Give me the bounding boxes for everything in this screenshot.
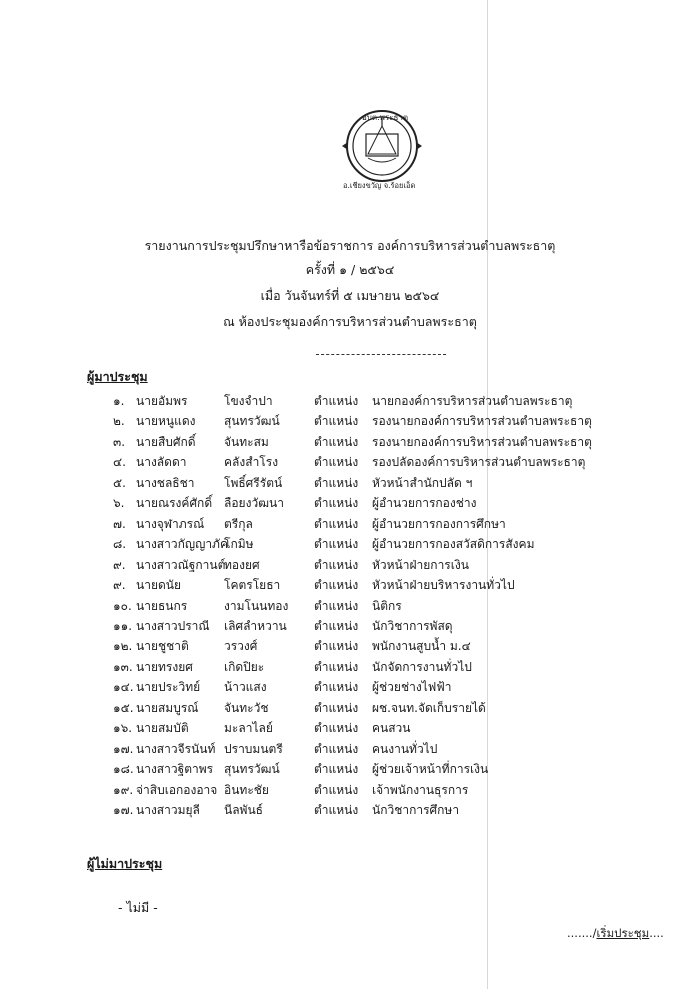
attendee-name: นายชูชาติ bbox=[136, 639, 189, 654]
attendee-row bbox=[0, 617, 700, 637]
position-label: ตำแหน่ง bbox=[314, 578, 359, 593]
attendee-name: นางลัดดา bbox=[136, 455, 187, 470]
attendee-name: นางสาวฐิตาพร bbox=[136, 762, 214, 777]
attendee-surname: โพธิ์ศรีรัตน์ bbox=[224, 475, 283, 490]
meeting-date: เมื่อ วันจันทร์ที่ ๕ เมษายน ๒๕๖๔ bbox=[260, 288, 440, 303]
position-label: ตำแหน่ง bbox=[314, 639, 359, 654]
attendee-number: ๑๗. bbox=[113, 803, 134, 817]
attendee-position: คนงานทั่วไป bbox=[372, 741, 438, 756]
attendee-number: ๒. bbox=[113, 414, 125, 429]
position-label: ตำแหน่ง bbox=[314, 496, 359, 511]
position-label: ตำแหน่ง bbox=[314, 659, 359, 674]
attendee-number: ๑๙. bbox=[113, 782, 134, 797]
attendee-surname: เกิดปิยะ bbox=[224, 659, 265, 674]
position-label: ตำแหน่ง bbox=[314, 394, 359, 408]
attendee-number: ๓. bbox=[113, 434, 126, 449]
attendee-number: ๔. bbox=[113, 455, 126, 470]
attendee-number: ๑. bbox=[113, 394, 125, 408]
attendee-number: ๑๖. bbox=[113, 721, 133, 736]
attendee-position: คนสวน bbox=[372, 721, 411, 736]
seal-bottom-text: อ.เชียงขวัญ จ.ร้อยเอ็ด bbox=[343, 181, 416, 190]
attendee-name: นายหนูแดง bbox=[136, 414, 196, 429]
footer-suffix: .... bbox=[649, 926, 664, 940]
attendee-number: ๑๓. bbox=[113, 659, 133, 674]
attendee-surname: จันทะสม bbox=[224, 434, 269, 449]
attendee-surname: ปราบมนตรี bbox=[224, 741, 283, 756]
attendees-heading: ผู้มาประชุม bbox=[87, 369, 148, 384]
attendee-number: ๑๕. bbox=[113, 700, 134, 715]
attendee-position: ผู้ช่วยเจ้าหน้าที่การเงิน bbox=[372, 762, 489, 777]
attendee-surname: เลิศลำหวาน bbox=[224, 618, 287, 633]
attendee-number: ๘. bbox=[113, 537, 127, 552]
attendee-row bbox=[0, 637, 700, 657]
attendee-number: ๑๐. bbox=[113, 598, 132, 613]
attendee-name: นางสาวปราณี bbox=[136, 618, 210, 633]
attendee-number: ๗. bbox=[113, 516, 126, 531]
attendee-row bbox=[0, 535, 700, 555]
attendee-surname: วรวงศ์ bbox=[224, 639, 258, 654]
attendee-row bbox=[0, 515, 700, 535]
attendee-name: นางสาวณัฐกานต์ bbox=[136, 557, 226, 572]
position-label: ตำแหน่ง bbox=[314, 700, 359, 715]
attendee-row bbox=[0, 760, 700, 780]
attendee-name: นายสมบัติ bbox=[136, 721, 189, 736]
position-label: ตำแหน่ง bbox=[314, 680, 359, 695]
attendee-surname: โขงจำปา bbox=[224, 394, 273, 408]
attendee-surname: มะลาไลย์ bbox=[224, 721, 273, 736]
attendee-name: นายณรงค์ศักดิ์ bbox=[136, 496, 213, 511]
position-label: ตำแหน่ง bbox=[314, 598, 359, 613]
attendee-name: นายดนัย bbox=[136, 578, 181, 593]
attendee-surname: งามโนนทอง bbox=[224, 598, 289, 613]
footer-continuation bbox=[567, 925, 664, 943]
attendee-position: รองนายกองค์การบริหารส่วนตำบลพระธาตุ bbox=[372, 414, 592, 429]
position-label: ตำแหน่ง bbox=[314, 516, 359, 531]
attendee-position: นิติกร bbox=[372, 598, 402, 613]
position-label: ตำแหน่ง bbox=[314, 741, 359, 756]
attendee-name: นายประวิทย์ bbox=[136, 680, 201, 695]
attendee-name: นางสาวจีรนันท์ bbox=[136, 741, 216, 756]
meeting-venue: ณ ห้องประชุมองค์การบริหารส่วนตำบลพระธาตุ bbox=[223, 314, 477, 329]
meeting-number: ครั้งที่ ๑ / ๒๕๖๔ bbox=[305, 262, 395, 277]
seal-top-text: อบต.พระธาตุ bbox=[362, 113, 409, 122]
attendee-number: ๑๒. bbox=[113, 639, 133, 654]
attendee-name: นางสาวกัญญาภัค bbox=[136, 537, 228, 552]
attendee-position: ผู้อำนวยการกองช่าง bbox=[372, 496, 477, 511]
attendee-name: นายทรงยศ bbox=[136, 659, 193, 674]
attendee-name: นางชลธิชา bbox=[136, 475, 195, 490]
attendee-position: นายกองค์การบริหารส่วนตำบลพระธาตุ bbox=[372, 394, 573, 408]
attendee-position: นักวิชาการศึกษา bbox=[372, 803, 460, 817]
attendee-surname: โคตรโยธา bbox=[224, 578, 281, 593]
attendee-row bbox=[0, 658, 700, 678]
attendee-position: พนักงานสูบน้ำ ม.๔ bbox=[372, 639, 471, 654]
attendee-row bbox=[0, 801, 700, 821]
attendee-row bbox=[0, 678, 700, 698]
position-label: ตำแหน่ง bbox=[314, 557, 359, 572]
attendee-number: ๙. bbox=[113, 578, 126, 593]
position-label: ตำแหน่ง bbox=[314, 434, 359, 449]
attendee-position: นักจัดการงานทั่วไป bbox=[372, 659, 472, 674]
attendee-row bbox=[0, 781, 700, 801]
position-label: ตำแหน่ง bbox=[314, 414, 359, 429]
attendee-surname: คลังสำโรง bbox=[224, 455, 279, 470]
attendee-row bbox=[0, 494, 700, 514]
attendee-position: หัวหน้าฝ่ายการเงิน bbox=[372, 557, 469, 572]
absent-none: - ไม่มี - bbox=[118, 900, 158, 915]
attendee-surname: ทองยศ bbox=[224, 557, 260, 572]
attendee-position: ผู้ช่วยช่างไฟฟ้า bbox=[372, 680, 452, 695]
attendee-number: ๑๘. bbox=[113, 762, 134, 777]
position-label: ตำแหน่ง bbox=[314, 803, 359, 817]
attendee-name: นางจุฬาภรณ์ bbox=[136, 516, 205, 531]
attendee-number: ๖. bbox=[113, 496, 125, 511]
attendee-position: เจ้าพนักงานธุรการ bbox=[372, 782, 469, 797]
attendee-surname: สุนทรวัฒน์ bbox=[224, 414, 280, 429]
attendee-number: ๕. bbox=[113, 475, 126, 490]
attendee-row bbox=[0, 719, 700, 739]
attendee-row bbox=[0, 412, 700, 432]
position-label: ตำแหน่ง bbox=[314, 618, 359, 633]
attendee-number: ๑๑. bbox=[113, 618, 133, 633]
attendee-surname: จันทะวัช bbox=[224, 700, 269, 715]
attendee-name: นายสืบศักดิ์ bbox=[136, 434, 196, 449]
attendee-surname: นีลพันธ์ bbox=[224, 803, 263, 817]
attendee-position: ผช.จนท.จัดเก็บรายได้ bbox=[372, 700, 486, 715]
attendee-surname: ตรีกุล bbox=[224, 516, 253, 531]
attendee-surname: โกมิษ bbox=[224, 537, 254, 552]
attendee-number: ๙. bbox=[113, 557, 126, 572]
attendee-position: หัวหน้าสำนักปลัด ฯ bbox=[372, 475, 473, 490]
attendee-position: รองปลัดองค์การบริหารส่วนตำบลพระธาตุ bbox=[372, 455, 586, 470]
attendee-row bbox=[0, 392, 700, 412]
attendee-row bbox=[0, 556, 700, 576]
position-label: ตำแหน่ง bbox=[314, 537, 359, 552]
attendee-position: ผู้อำนวยการกองการศึกษา bbox=[372, 516, 506, 531]
footer-prefix: ......./ bbox=[567, 926, 597, 940]
attendee-number: ๑๔. bbox=[113, 680, 134, 695]
position-label: ตำแหน่ง bbox=[314, 475, 359, 490]
attendee-name: จ่าสิบเอกองอาจ bbox=[136, 782, 218, 797]
attendee-name: นางสาวมยุลี bbox=[136, 803, 200, 817]
attendee-row bbox=[0, 474, 700, 494]
attendee-row bbox=[0, 453, 700, 473]
attendee-row bbox=[0, 740, 700, 760]
attendee-name: นายธนกร bbox=[136, 598, 188, 613]
attendee-surname: ลือยงวัฒนา bbox=[224, 496, 284, 511]
position-label: ตำแหน่ง bbox=[314, 455, 359, 470]
attendee-position: รองนายกองค์การบริหารส่วนตำบลพระธาตุ bbox=[372, 434, 592, 449]
attendee-row bbox=[0, 433, 700, 453]
attendee-position: หัวหน้าฝ่ายบริหารงานทั่วไป bbox=[372, 578, 515, 593]
report-title: รายงานการประชุมปรึกษาหารือข้อราชการ องค์การบริหารส่วนตำบลพระธาตุ bbox=[144, 238, 556, 253]
position-label: ตำแหน่ง bbox=[314, 762, 359, 777]
position-label: ตำแหน่ง bbox=[314, 782, 359, 797]
footer-next-section: เริ่มประชุม bbox=[596, 926, 650, 940]
attendee-position: ผู้อำนวยการกองสวัสดิการสังคม bbox=[372, 537, 535, 552]
attendee-row bbox=[0, 576, 700, 596]
attendee-position: นักวิชาการพัสดุ bbox=[372, 618, 453, 633]
attendee-row bbox=[0, 597, 700, 617]
attendee-name: นายอัมพร bbox=[136, 394, 188, 408]
attendee-row bbox=[0, 699, 700, 719]
attendee-surname: สุนทรวัฒน์ bbox=[224, 762, 280, 777]
divider bbox=[316, 354, 446, 355]
attendee-name: นายสมบูรณ์ bbox=[136, 700, 199, 715]
position-label: ตำแหน่ง bbox=[314, 721, 359, 736]
attendee-surname: อินทะชัย bbox=[224, 782, 269, 797]
attendee-surname: น้าวแสง bbox=[224, 680, 267, 695]
absent-heading: ผู้ไม่มาประชุม bbox=[87, 856, 163, 871]
attendee-number: ๑๗. bbox=[113, 741, 134, 756]
